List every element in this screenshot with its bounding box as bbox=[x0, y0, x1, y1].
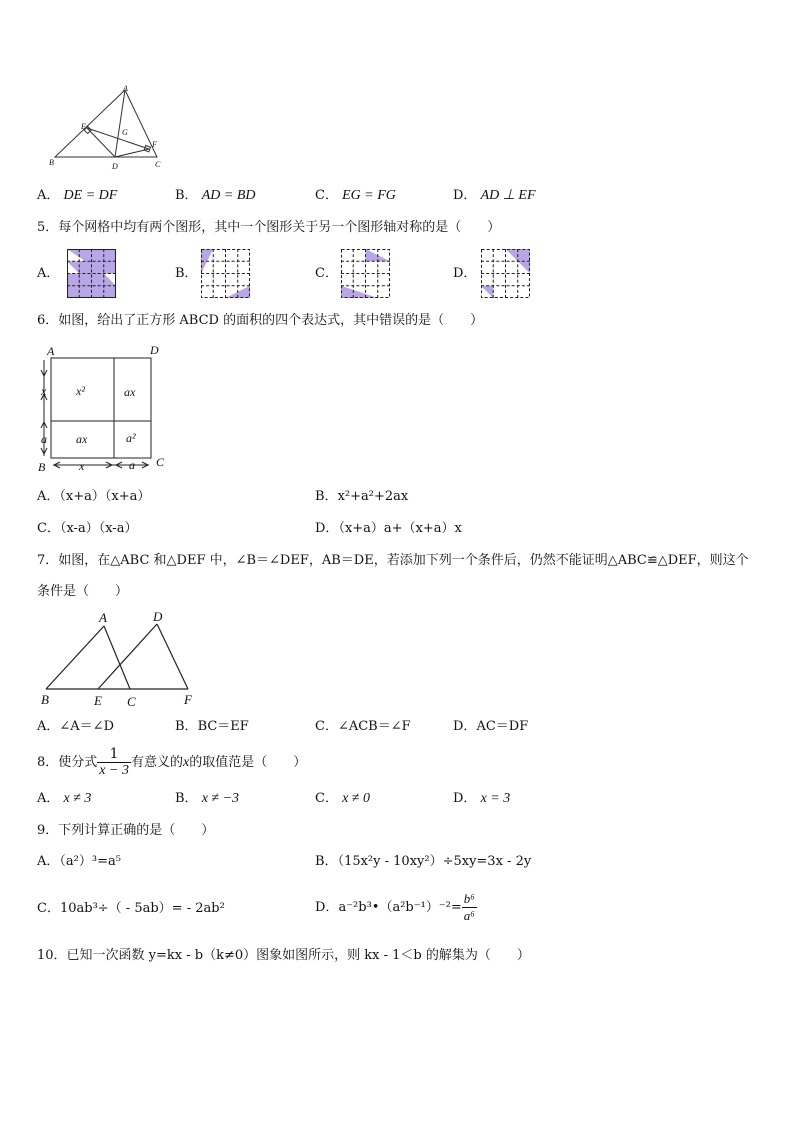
q9-option-b[interactable] bbox=[315, 854, 531, 870]
q5-grid-d[interactable] bbox=[481, 249, 530, 298]
q4-label-G: G bbox=[122, 128, 128, 137]
q7-stem-line1: 7．如图，在△ABC 和△DEF 中，∠B＝∠DEF，AB＝DE，若添加下列一个条件后，仍然不能证明△ABC≌△DEF，则这个 bbox=[37, 553, 749, 568]
q8-option-c-text: x ≠ 0 bbox=[342, 791, 370, 806]
q5-option-d-letter[interactable]: D． bbox=[453, 266, 477, 281]
q7-option-c[interactable] bbox=[315, 719, 411, 735]
q10-stem: 10．已知一次函数 y=kx - b（k≠0）图象如图所示，则 kx - 1＜b 的解集为（ ） bbox=[37, 948, 530, 963]
q9-option-a-text: （a²）³=a⁵ bbox=[59, 854, 121, 869]
q8-option-b-text: x ≠ −3 bbox=[201, 791, 240, 806]
q6-cell-a2: a² bbox=[126, 431, 136, 445]
q8-option-a-letter: A． bbox=[37, 791, 60, 806]
q5-stem: 5．每个网格中均有两个图形，其中一个图形关于另一个图形轴对称的是（ ） bbox=[37, 220, 501, 235]
q8-var: x bbox=[182, 755, 190, 770]
q4-option-c-text: EG = FG bbox=[342, 188, 396, 203]
q7-option-b-text: BC＝EF bbox=[197, 719, 249, 734]
q6-corner-b: B bbox=[38, 460, 46, 474]
q6-cell-ax-bottom: ax bbox=[76, 432, 88, 446]
q6-side-x: x bbox=[41, 384, 47, 398]
q7-triangles-figure bbox=[38, 608, 198, 710]
q8-fraction-numerator: 1 bbox=[97, 746, 131, 763]
q7-option-c-text: ∠ACB＝∠F bbox=[337, 719, 411, 734]
q4-option-b[interactable] bbox=[175, 188, 255, 204]
q7-label-b: B bbox=[41, 692, 49, 707]
q9-option-a-letter: A． bbox=[37, 854, 60, 869]
q9-option-d-denominator: a⁶ bbox=[463, 908, 475, 923]
q6-option-c-letter: C． bbox=[37, 521, 60, 536]
q8-option-c[interactable] bbox=[315, 791, 370, 807]
q8-option-d[interactable] bbox=[453, 791, 510, 807]
q4-option-d-text: AD ⊥ EF bbox=[480, 188, 536, 203]
q4-label-C: C bbox=[155, 160, 161, 169]
q7-option-a-letter: A． bbox=[37, 719, 60, 734]
q4-label-F: F bbox=[152, 140, 157, 149]
q6-corner-d: D bbox=[150, 343, 159, 357]
q8-option-d-text: x = 3 bbox=[480, 791, 511, 806]
q7-label-d: D bbox=[153, 609, 163, 624]
q5-option-b-letter[interactable]: B． bbox=[175, 266, 198, 281]
q4-option-a-text: DE = DF bbox=[63, 188, 118, 203]
q8-stem-end: 的取值范是（ ） bbox=[189, 755, 307, 770]
q7-option-d-text: AC＝DF bbox=[476, 719, 529, 734]
q6-bottom-x: x bbox=[79, 459, 85, 473]
q6-option-a-letter: A． bbox=[37, 489, 60, 504]
q9-option-d[interactable] bbox=[315, 889, 477, 927]
q7-label-a: A bbox=[99, 610, 107, 625]
q8-stem bbox=[37, 745, 306, 781]
q6-option-d-letter: D． bbox=[315, 521, 339, 536]
q4-label-D: D bbox=[112, 162, 118, 171]
q7-label-e: E bbox=[94, 693, 102, 708]
q9-option-b-letter: B． bbox=[315, 854, 338, 869]
q8-stem-prefix: 8．使分式 bbox=[37, 755, 98, 770]
q7-option-a-text: ∠A＝∠D bbox=[59, 719, 114, 734]
q6-option-a-text: （x+a）（x+a） bbox=[59, 489, 151, 504]
q7-label-f: F bbox=[184, 692, 192, 707]
q4-triangle-figure bbox=[45, 85, 175, 175]
q9-option-d-letter: D． bbox=[315, 900, 339, 915]
q6-corner-c: C bbox=[156, 455, 165, 469]
q7-option-d-letter: D． bbox=[453, 719, 477, 734]
q8-stem-suffix: 有意义的 bbox=[130, 755, 183, 770]
q8-option-a-text: x ≠ 3 bbox=[63, 791, 92, 806]
q4-option-d[interactable] bbox=[453, 188, 536, 204]
q4-label-B: B bbox=[49, 158, 54, 167]
q8-option-c-letter: C． bbox=[315, 791, 338, 806]
q8-option-b-letter: B． bbox=[175, 791, 198, 806]
q9-option-d-text: a⁻²b³•（a²b⁻¹）⁻²= bbox=[338, 900, 462, 915]
q6-option-b-letter: B． bbox=[315, 489, 338, 504]
q7-option-b-letter: B． bbox=[175, 719, 198, 734]
q6-bottom-a: a bbox=[129, 458, 135, 472]
q4-option-c-letter: C． bbox=[315, 188, 338, 203]
q4-option-d-letter: D． bbox=[453, 188, 477, 203]
q6-stem: 6．如图，给出了正方形 ABCD 的面积的四个表达式，其中错误的是（ ） bbox=[37, 313, 484, 328]
q9-option-a[interactable] bbox=[37, 854, 121, 870]
q8-option-b[interactable] bbox=[175, 791, 239, 807]
q9-stem: 9．下列计算正确的是（ ） bbox=[37, 823, 215, 838]
q6-option-a[interactable] bbox=[37, 489, 150, 505]
q5-option-c-letter[interactable]: C． bbox=[315, 266, 338, 281]
q7-stem-line2: 条件是（ ） bbox=[37, 584, 129, 599]
q8-option-a[interactable] bbox=[37, 791, 91, 807]
q4-option-a-letter: A． bbox=[37, 188, 60, 203]
q5-grid-b[interactable] bbox=[201, 249, 250, 298]
q4-option-b-letter: B． bbox=[175, 188, 198, 203]
q7-label-c: C bbox=[127, 694, 136, 709]
q8-fraction-denominator: x − 3 bbox=[99, 763, 129, 778]
q9-option-b-text: （15x²y - 10xy²）÷5xy=3x - 2y bbox=[337, 854, 532, 869]
q6-option-d-text: （x+a）a+（x+a）x bbox=[338, 521, 462, 536]
q6-cell-x2: x² bbox=[76, 384, 85, 398]
q6-option-b[interactable] bbox=[315, 489, 408, 505]
q8-option-d-letter: D． bbox=[453, 791, 477, 806]
q6-option-d[interactable] bbox=[315, 521, 462, 537]
q6-cell-ax-top: ax bbox=[124, 385, 136, 399]
q6-square-figure bbox=[36, 342, 172, 474]
q7-option-c-letter: C． bbox=[315, 719, 338, 734]
q5-grid-a[interactable] bbox=[67, 249, 116, 298]
q4-option-b-text: AD = BD bbox=[201, 188, 256, 203]
q9-option-c-letter: C． bbox=[37, 901, 60, 916]
q5-option-a-letter[interactable]: A． bbox=[37, 266, 60, 281]
q7-option-b[interactable] bbox=[175, 719, 249, 735]
q4-label-E: E bbox=[81, 122, 86, 131]
q4-option-a[interactable] bbox=[37, 188, 117, 204]
q7-option-d[interactable] bbox=[453, 719, 528, 735]
q9-option-c-text: 10ab³÷（ - 5ab）= - 2ab² bbox=[59, 901, 225, 916]
q5-grid-c[interactable] bbox=[341, 249, 390, 298]
q9-option-d-fraction bbox=[462, 891, 477, 924]
q8-fraction bbox=[97, 746, 131, 779]
q7-option-a[interactable] bbox=[37, 719, 114, 735]
q4-label-A: A bbox=[123, 85, 128, 93]
q6-side-a: a bbox=[41, 432, 47, 446]
q6-corner-a: A bbox=[47, 344, 55, 358]
q4-option-c[interactable] bbox=[315, 188, 396, 204]
q6-option-c-text: （x-a）（x-a） bbox=[59, 521, 138, 536]
q9-option-d-numerator: b⁶ bbox=[463, 891, 475, 906]
q6-option-b-text: x²+a²+2ax bbox=[337, 489, 409, 504]
q9-option-c[interactable] bbox=[37, 901, 225, 917]
q6-option-c[interactable] bbox=[37, 521, 137, 537]
